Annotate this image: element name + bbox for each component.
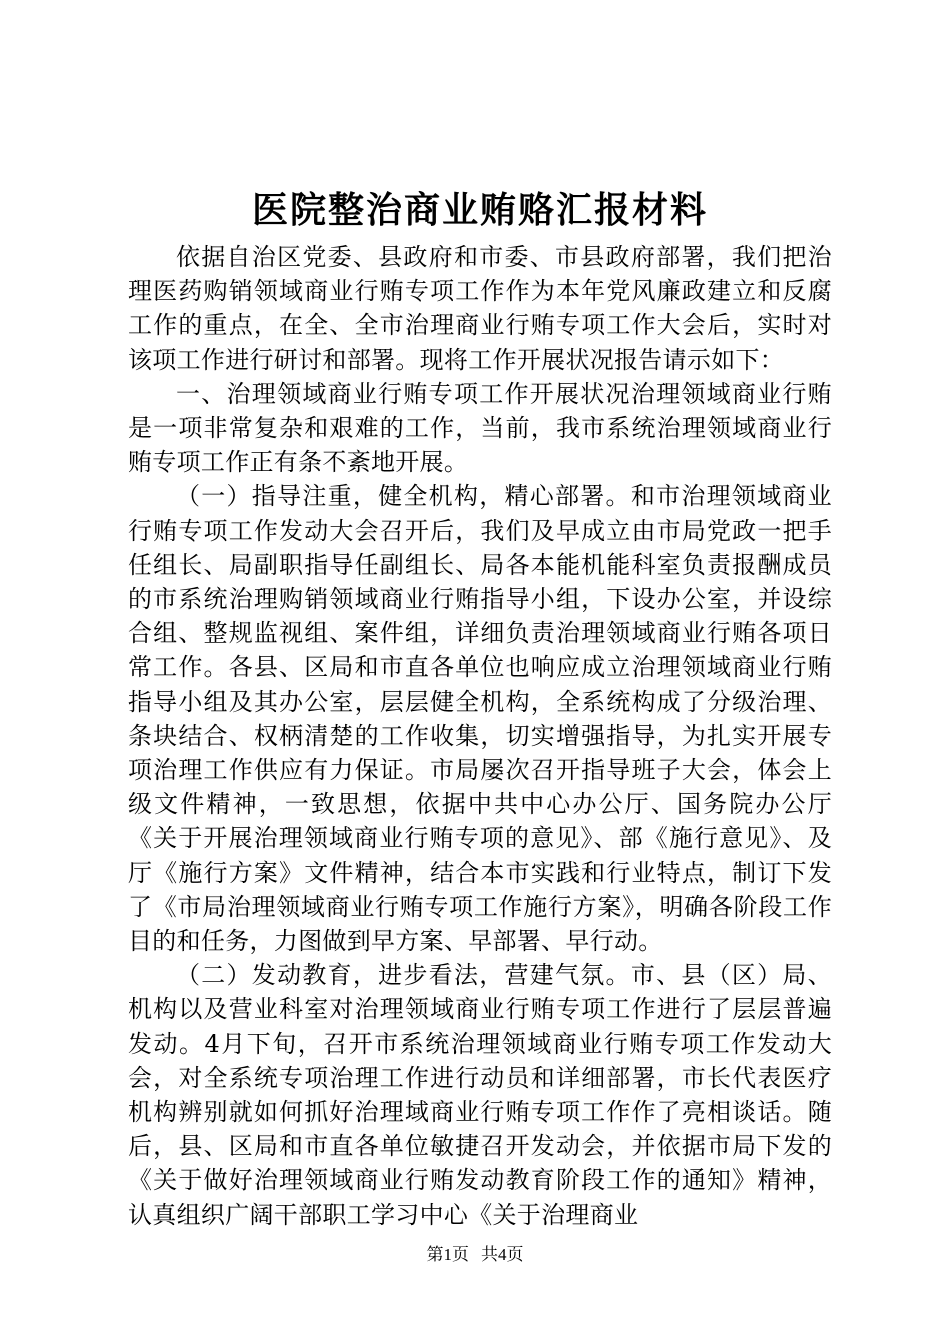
document-title: 医院整治商业贿赂汇报材料 [251, 189, 708, 231]
page-number: 第1页 [426, 1245, 469, 1264]
paragraph-intro: 依据自治区党委、县政府和市委、市县政府部署，我们把治理医药购销领域商业行贿专项工作作为本年党风廉政建立和反腐工作的重点，在全、全市治理商业行贿专项工作大会后，实时对该项工作进行研讨和部署。现将工作开展状况报告请示如下： [128, 243, 832, 374]
page-total: 共4页 [481, 1245, 524, 1264]
page-footer [0, 1244, 950, 1266]
paragraph-subsection-one: （一）指导注重，健全机构，精心部署。和市治理领域商业行贿专项工作发动大会召开后，我们及早成立由市局党政一把手任组长、局副职指导任副组长、局各本能机能科室负责报酬成员的市系统治理购销领域商业行贿指导小组，下设办公室，并设综合组、整规监视组、案件组，详细负责治理领域商业行贿各项日常工作。各县、区局和市直各单位也响应成立治理领域商业行贿指导小组及其办公室，层层健全机构，全系统构成了分级治理、条块结合、权柄清楚的工作收集，切实增强指导，为扎实开展专项治理工作供应有力保证。市局屡次召开指导班子大会，体会上级文件精神，一致思想，依据中共中心办公厅、国务院办公厅《关于开展治理领域商业行贿专项的意见》、部《施行意见》、及厅《施行方案》文件精神，结合本市实践和行业特点，制订下发了《市局治理领域商业行贿专项工作施行方案》，明确各阶段工作目的和任务，力图做到早方案、早部署、早行动。 [128, 482, 832, 956]
paragraph-subsection-two: （二）发动教育，进步看法，营建气氛。市、县（区）局、机构以及营业科室对治理领域商业行贿专项工作进行了层层普遍发动。4月下旬，召开市系统治理领域商业行贿专项工作发动大会，对全系统专项治理工作进行动员和详细部署，市长代表医疗机构辨别就如何抓好治理域商业行贿专项工作作了亮相谈话。随后，县、区局和市直各单位敏捷召开发动会，并依据市局下发的《关于做好治理领域商业行贿发动教育阶段工作的通知》精神，认真组织广阔干部职工学习中心《关于治理商业 [128, 961, 832, 1229]
paragraph-section-one: 一、治理领域商业行贿专项工作开展状况治理领域商业行贿是一项非常复杂和艰难的工作，当前，我市系统治理领域商业行贿专项工作正有条不紊地开展。 [128, 379, 832, 477]
document-body [128, 240, 832, 1232]
